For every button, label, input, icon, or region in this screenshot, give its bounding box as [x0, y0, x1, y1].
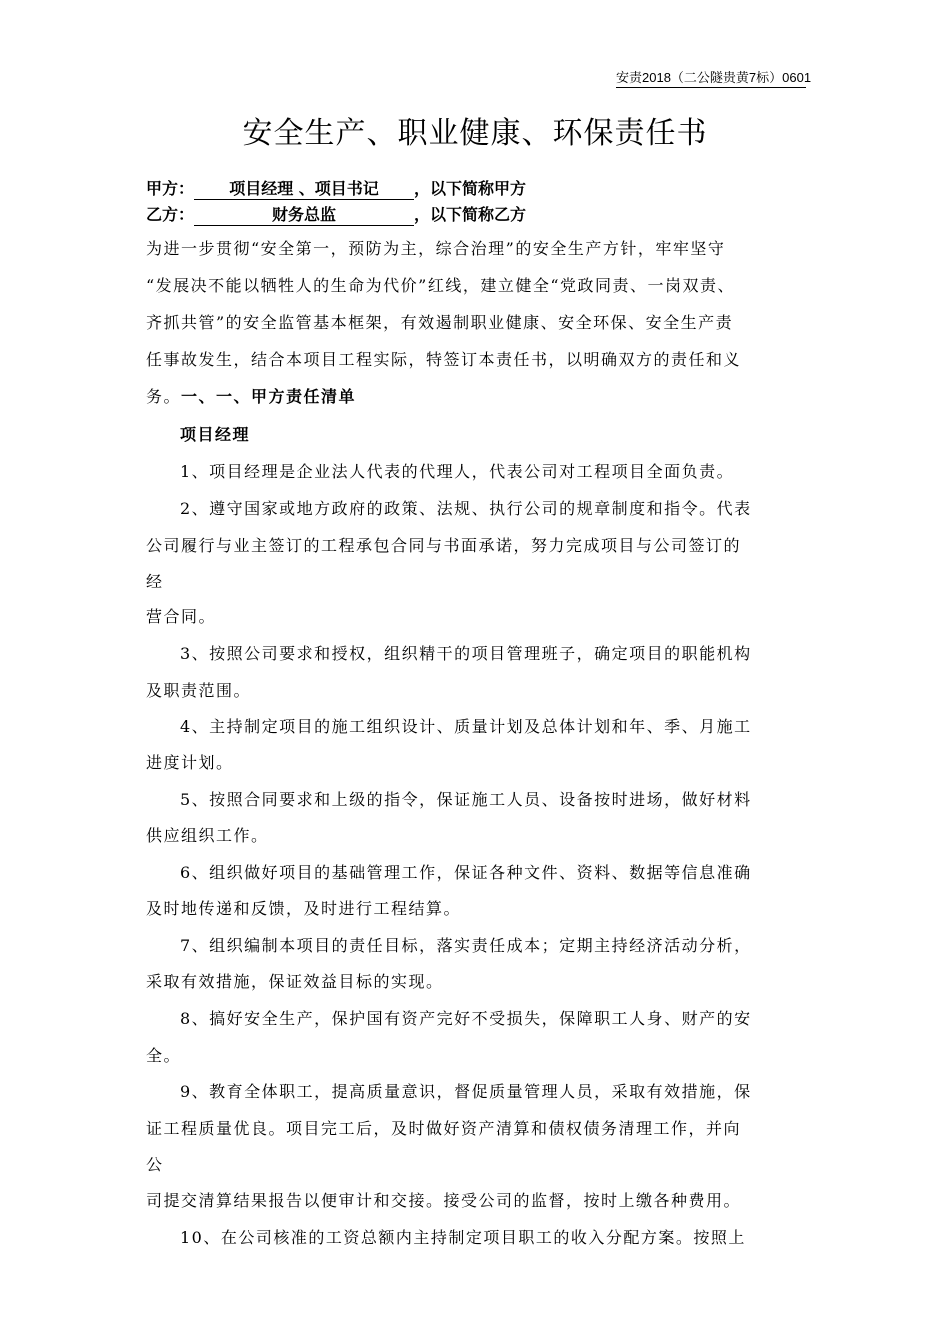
list-item: 营合同。 — [146, 607, 217, 626]
list-item: 1、项目经理是企业法人代表的代理人，代表公司对工程项目全面负责。 — [180, 462, 735, 481]
party-b — [146, 202, 526, 226]
list-item: 全。 — [146, 1046, 182, 1065]
document-code: 安责2018（二公隧贵黄7标）0601 — [616, 67, 806, 88]
party-a-suffix: ，以下简称甲方 — [414, 179, 527, 198]
list-item: 经 — [146, 572, 164, 591]
list-item: 及时地传递和反馈，及时进行工程结算。 — [146, 899, 462, 918]
party-a — [146, 176, 526, 200]
list-item: 及职责范围。 — [146, 681, 252, 700]
list-item: 采取有效措施，保证效益目标的实现。 — [146, 972, 444, 991]
party-a-value: 项目经理 、项目书记 — [194, 176, 414, 200]
list-item: 进度计划。 — [146, 753, 234, 772]
subheading: 项目经理 — [180, 425, 251, 444]
list-item: 7、组织编制本项目的责任目标，落实责任成本；定期主持经济活动分析， — [180, 936, 752, 955]
document-title: 安全生产、职业健康、环保责任书 — [242, 116, 708, 151]
list-item: 4、主持制定项目的施工组织设计、质量计划及总体计划和年、季、月施工 — [180, 717, 752, 736]
party-a-label: 甲方： — [146, 179, 195, 198]
intro-line: 为进一步贯彻“安全第一，预防为主，综合治理”的安全生产方针，牢牢坚守 — [146, 239, 726, 258]
list-item: 5、按照合同要求和上级的指令，保证施工人员、设备按时进场，做好材料 — [180, 790, 752, 809]
intro-last: 务。 — [146, 387, 182, 406]
intro-line: 任事故发生，结合本项目工程实际，特签订本责任书，以明确双方的责任和义 — [146, 350, 742, 369]
list-item: 公司履行与业主签订的工程承包合同与书面承诺，努力完成项目与公司签订的 — [146, 536, 742, 555]
list-item: 6、组织做好项目的基础管理工作，保证各种文件、资料、数据等信息准确 — [180, 863, 752, 882]
list-item: 证工程质量优良。项目完工后，及时做好资产清算和债权债务清理工作，并向 — [146, 1119, 742, 1138]
intro-line: “发展决不能以牺牲人的生命为代价”红线，建立健全“党政同责、一岗双责、 — [146, 276, 736, 295]
list-item: 3、按照公司要求和授权，组织精干的项目管理班子，确定项目的职能机构 — [180, 644, 752, 663]
list-item: 司提交清算结果报告以便审计和交接。接受公司的监督，按时上缴各种费用。 — [146, 1191, 742, 1210]
party-b-label: 乙方： — [146, 205, 195, 224]
list-item: 供应组织工作。 — [146, 826, 269, 845]
list-item: 9、教育全体职工，提高质量意识，督促质量管理人员，采取有效措施，保 — [180, 1082, 752, 1101]
party-b-value: 财务总监 — [194, 202, 414, 226]
party-b-suffix: ，以下简称乙方 — [414, 205, 527, 224]
section-heading: 一、一、甲方责任清单 — [181, 387, 357, 406]
list-item: 10、在公司核准的工资总额内主持制定项目职工的收入分配方案。按照上 — [180, 1228, 746, 1247]
intro-last-line — [146, 384, 356, 407]
list-item: 公 — [146, 1155, 164, 1174]
intro-line: 齐抓共管”的安全监管基本框架，有效遏制职业健康、安全环保、安全生产责 — [146, 313, 734, 332]
list-item: 2、遵守国家或地方政府的政策、法规、执行公司的规章制度和指令。代表 — [180, 499, 752, 518]
list-item: 8、搞好安全生产，保护国有资产完好不受损失，保障职工人身、财产的安 — [180, 1009, 752, 1028]
